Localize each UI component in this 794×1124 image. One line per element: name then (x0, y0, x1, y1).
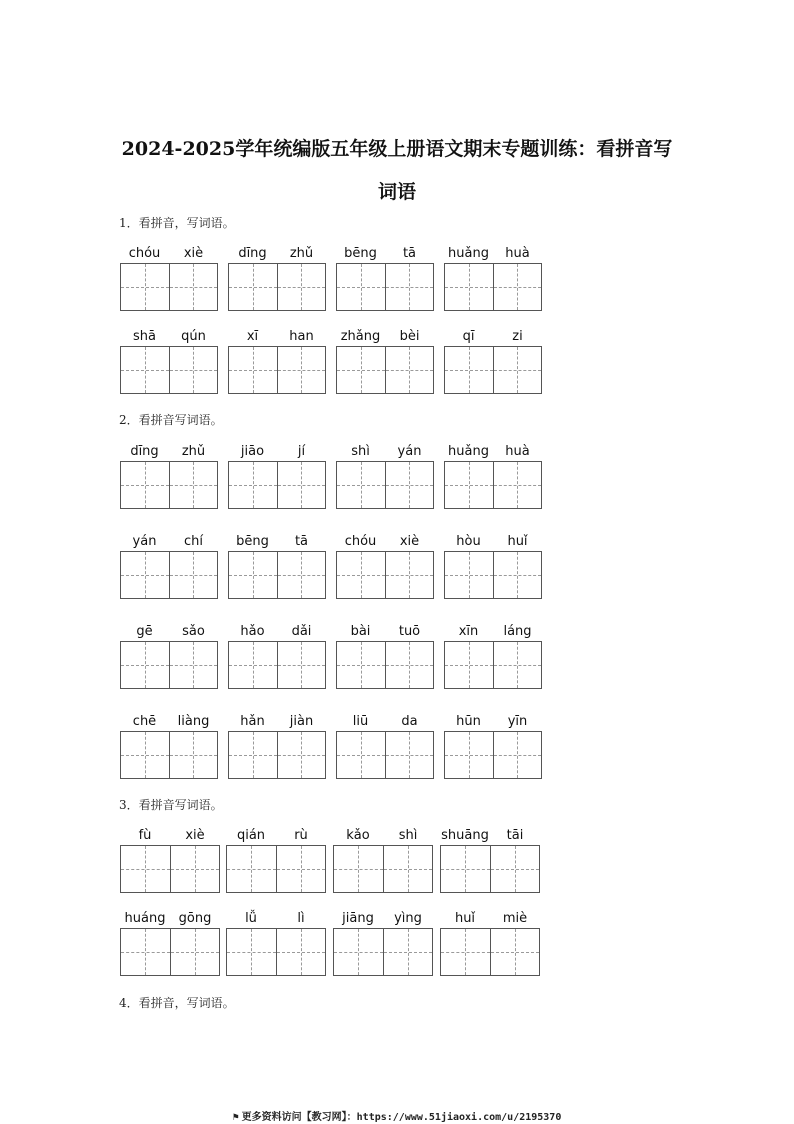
tian-zi-cell[interactable] (277, 552, 326, 598)
writing-grid (444, 551, 542, 599)
tian-zi-cell[interactable] (170, 846, 220, 892)
tian-zi-cell[interactable] (121, 552, 169, 598)
tian-zi-cell[interactable] (337, 462, 385, 508)
pinyin-label: huà (505, 444, 530, 459)
pinyin-label: liū (352, 714, 369, 729)
question-4-label: 4．看拼音，写词语。 (119, 996, 235, 1010)
pinyin-label: tā (294, 534, 309, 549)
footer (0, 1108, 794, 1123)
pinyin-label: dīng (238, 246, 267, 261)
tian-zi-cell[interactable] (277, 347, 326, 393)
question-1-label: 1．看拼音，写词语。 (119, 216, 235, 230)
writing-grid (120, 461, 218, 509)
tian-zi-cell[interactable] (229, 462, 277, 508)
tian-zi-cell[interactable] (227, 929, 276, 975)
tian-zi-cell[interactable] (276, 929, 326, 975)
writing-grid (444, 641, 542, 689)
pinyin-label: yán (397, 444, 422, 459)
pinyin-label: jí (297, 444, 306, 459)
pinyin-label: jiāng (342, 911, 374, 926)
pinyin-label: zhǔ (289, 246, 314, 261)
pinyin-label: hòu (456, 534, 481, 549)
writing-grid (228, 731, 326, 779)
pinyin-label: liàng (177, 714, 210, 729)
writing-grid (336, 551, 434, 599)
tian-zi-cell[interactable] (441, 846, 490, 892)
pinyin-label: láng (503, 624, 532, 639)
pinyin-label: hūn (456, 714, 481, 729)
pinyin-label: huǐ (507, 534, 528, 549)
pinyin-label: gōng (178, 911, 212, 926)
pinyin-label: da (401, 714, 418, 729)
pinyin-label: tuō (398, 624, 421, 639)
tian-zi-cell[interactable] (334, 929, 383, 975)
pinyin-label: jiāo (240, 444, 265, 459)
pinyin-label: zhǎng (340, 329, 381, 344)
pinyin-label: huǎng (448, 246, 489, 261)
tian-zi-cell[interactable] (277, 642, 326, 688)
tian-zi-cell[interactable] (277, 732, 326, 778)
writing-grid (120, 346, 218, 394)
pinyin-label: shì (398, 828, 418, 843)
page-title-line1: 2024-2025学年统编版五年级上册语文期末专题训练：看拼音写 (121, 138, 673, 160)
tian-zi-cell[interactable] (445, 347, 493, 393)
pinyin-label: huǎng (448, 444, 489, 459)
pinyin-label: zi (512, 329, 523, 344)
tian-zi-cell[interactable] (490, 929, 540, 975)
tian-zi-cell[interactable] (121, 929, 170, 975)
tian-zi-cell[interactable] (337, 732, 385, 778)
writing-grid (228, 346, 326, 394)
pinyin-label: tā (402, 246, 417, 261)
pinyin-label: shā (133, 329, 156, 344)
page-title-line2: 词语 (377, 181, 416, 203)
tian-zi-cell[interactable] (121, 347, 169, 393)
pinyin-label: bēng (236, 534, 269, 549)
tian-zi-cell[interactable] (493, 264, 542, 310)
pinyin-label: fù (138, 828, 152, 843)
pinyin-label: yán (132, 534, 157, 549)
pinyin-label: chí (184, 534, 203, 549)
tian-zi-cell[interactable] (441, 929, 490, 975)
tian-zi-cell[interactable] (385, 462, 434, 508)
pinyin-label: dīng (130, 444, 159, 459)
writing-grid (444, 461, 542, 509)
tian-zi-cell[interactable] (445, 264, 493, 310)
pinyin-label: miè (502, 911, 528, 926)
tian-zi-cell[interactable] (383, 929, 433, 975)
pinyin-label: lì (297, 911, 305, 926)
tian-zi-cell[interactable] (445, 642, 493, 688)
writing-grid (120, 551, 218, 599)
pinyin-label: rù (294, 828, 308, 843)
pinyin-label: chē (132, 714, 157, 729)
pinyin-label: huáng (124, 911, 166, 926)
tian-zi-cell[interactable] (229, 347, 277, 393)
tian-zi-cell[interactable] (229, 732, 277, 778)
tian-zi-cell[interactable] (445, 552, 493, 598)
pinyin-label: yīn (507, 714, 528, 729)
writing-grid (226, 928, 326, 976)
tian-zi-cell[interactable] (121, 732, 169, 778)
tian-zi-cell[interactable] (169, 347, 218, 393)
writing-grid (444, 346, 542, 394)
pinyin-label: chóu (128, 246, 161, 261)
tian-zi-cell[interactable] (493, 347, 542, 393)
tian-zi-cell[interactable] (493, 642, 542, 688)
tian-zi-cell[interactable] (170, 929, 220, 975)
tian-zi-cell[interactable] (169, 552, 218, 598)
tian-zi-cell[interactable] (227, 846, 276, 892)
pinyin-label: hǎo (240, 624, 265, 639)
tian-zi-cell[interactable] (276, 846, 326, 892)
pinyin-label: kǎo (346, 828, 370, 843)
pinyin-label: qián (236, 828, 266, 843)
pinyin-label: hǎn (240, 714, 265, 729)
tian-zi-cell[interactable] (229, 552, 277, 598)
pinyin-label: xiè (183, 246, 204, 261)
writing-grid (120, 928, 220, 976)
tian-zi-cell[interactable] (277, 462, 326, 508)
pinyin-label: bēng (344, 246, 377, 261)
tian-zi-cell[interactable] (493, 552, 542, 598)
writing-grid (228, 641, 326, 689)
pinyin-label: jiàn (289, 714, 314, 729)
tian-zi-cell[interactable] (277, 264, 326, 310)
pinyin-label: chóu (344, 534, 377, 549)
pinyin-label: shuāng (441, 828, 489, 843)
tian-zi-cell[interactable] (383, 846, 433, 892)
pinyin-label: huà (505, 246, 530, 261)
tian-zi-cell[interactable] (445, 462, 493, 508)
tian-zi-cell[interactable] (121, 462, 169, 508)
tian-zi-cell[interactable] (493, 462, 542, 508)
tian-zi-cell[interactable] (229, 642, 277, 688)
writing-grid (444, 263, 542, 311)
pinyin-label: qún (181, 329, 206, 344)
writing-grid (228, 263, 326, 311)
writing-grid (228, 461, 326, 509)
pinyin-label: xīn (458, 624, 479, 639)
tian-zi-cell[interactable] (493, 732, 542, 778)
writing-grid (120, 263, 218, 311)
pinyin-label: xiè (399, 534, 420, 549)
pinyin-label: han (289, 329, 314, 344)
writing-grid (336, 641, 434, 689)
tian-zi-cell[interactable] (169, 732, 218, 778)
writing-grid (228, 551, 326, 599)
tian-zi-cell[interactable] (337, 347, 385, 393)
tian-zi-cell[interactable] (337, 642, 385, 688)
pinyin-label: sǎo (182, 624, 205, 639)
tian-zi-cell[interactable] (337, 264, 385, 310)
tian-zi-cell[interactable] (445, 732, 493, 778)
writing-grid (336, 731, 434, 779)
pinyin-label: shì (351, 444, 370, 459)
tian-zi-cell[interactable] (385, 552, 434, 598)
pinyin-label: huǐ (454, 911, 476, 926)
writing-grid (120, 641, 218, 689)
pinyin-label: xī (246, 329, 259, 344)
writing-grid (226, 845, 326, 893)
writing-grid (120, 845, 220, 893)
tian-zi-cell[interactable] (169, 462, 218, 508)
pinyin-label: yìng (394, 911, 422, 926)
writing-grid (440, 845, 540, 893)
tian-zi-cell[interactable] (229, 264, 277, 310)
tian-zi-cell[interactable] (385, 642, 434, 688)
tian-zi-cell[interactable] (121, 642, 169, 688)
pinyin-label: bèi (399, 329, 420, 344)
flag-icon: ⚑ (232, 1112, 239, 1123)
pinyin-label: lǚ (245, 911, 257, 926)
pinyin-label: zhǔ (181, 444, 206, 459)
writing-grid (336, 263, 434, 311)
tian-zi-cell[interactable] (121, 846, 170, 892)
pinyin-label: bài (350, 624, 371, 639)
pinyin-label: gē (136, 624, 153, 639)
tian-zi-cell[interactable] (385, 732, 434, 778)
tian-zi-cell[interactable] (337, 552, 385, 598)
writing-grid (120, 731, 218, 779)
writing-grid (333, 928, 433, 976)
tian-zi-cell[interactable] (169, 264, 218, 310)
pinyin-label: tāi (506, 828, 524, 843)
tian-zi-cell[interactable] (334, 846, 383, 892)
tian-zi-cell[interactable] (121, 264, 169, 310)
pinyin-label: dǎi (291, 624, 312, 639)
writing-grid (333, 845, 433, 893)
tian-zi-cell[interactable] (385, 347, 434, 393)
writing-grid (440, 928, 540, 976)
tian-zi-cell[interactable] (490, 846, 540, 892)
writing-grid (336, 346, 434, 394)
footer-text: 更多资料访问【教习网】：https://www.51jiaoxi.com/u/2195370 (241, 1112, 562, 1123)
pinyin-label: qī (462, 329, 475, 344)
question-3-label: 3．看拼音写词语。 (119, 798, 223, 812)
tian-zi-cell[interactable] (169, 642, 218, 688)
tian-zi-cell[interactable] (385, 264, 434, 310)
writing-grid (336, 461, 434, 509)
question-2-label: 2．看拼音写词语。 (119, 413, 223, 427)
writing-grid (444, 731, 542, 779)
pinyin-label: xiè (185, 828, 205, 843)
